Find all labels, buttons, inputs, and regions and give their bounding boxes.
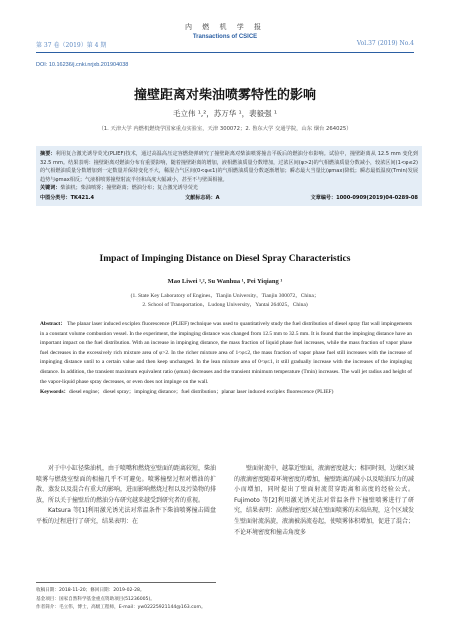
classification-row [40,194,418,203]
affiliation-en [0,292,450,310]
journal-name-en: Transactions of CSICE [192,34,258,40]
abstract-cn [40,150,418,184]
clc-number: 中图分类号：TK421.4 [40,194,95,201]
abstract-cn-label: 摘要： [40,151,56,157]
footnote-received: 收稿日期：2018-11-20；修回日期：2019-02-28。 [36,588,145,593]
footnote [36,582,216,613]
abstract-cn-box [36,146,422,206]
affiliation-en-line: (1. State Key Laboratory of Engines，Tianjin University，Tianjin 300072，China； [130,293,320,299]
keywords-en-label: Keywords： [40,389,69,396]
abstract-en-label: Abstract： [40,321,66,327]
body-paragraph: 壁面射流中，越靠近壁面，液滴密度越大；相同时刻，边缘区域的液滴密度随着环境密度的增加，撞壁距离的减小以及喷油压力的减小而增加，同时提出了壁面射流贯穿距离和高度的经验公式。Fujimoto 等[2]利用激光诱光法对常温条件下撞壁喷雾进行了研究，结果表明：高燃油密度区域在壁面喷雾的末端出现，这个区域发生壁面射流涡旋，液滴被涡流卷起，使喷雾体积增加，促进了混合；不论环境密度和撞击角度多 [234,465,415,536]
keywords-cn-label: 关键词： [40,185,61,192]
footnote-author: 作者简介：毛立伟，博士，高级工程师，E-mail：yw02225921144@163.com。 [36,605,206,611]
volume-issue-cn: 第 37 卷（2019）第 4 期 [36,42,107,49]
header-rule [36,52,414,53]
keywords-en-text: diesel engine；diesel spray；impinging distance；fuel distribution；planar laser induced exciplex fluorescence (PLIEF) [69,389,334,396]
affiliation-cn: （1. 天津大学 内燃机燃烧学国家重点实验室，天津 300072；2. 鲁东大学 交通学院，山东 烟台 264025） [98,126,352,132]
body-paragraph: 对于中小缸径柴油机，由于喷嘴和燃烧室壁面的距离较短，柴油喷雾与燃烧室壁面的相撞几乎不可避免。喷雾撞壁过程对燃油的扩散、蒸发以及混合有重大的影响，进而影响燃烧过程以及污染物的排放，所以关于撞壁后的燃油分布研究越来越受到研究者的重视。 [36,465,217,504]
journal-header [36,14,414,54]
keywords-cn [40,184,418,193]
article-number: 文章编号：1000-0909(2019)04-0289-08 [310,194,418,201]
body-column-left [36,464,216,528]
abstract-en-block [40,320,412,398]
keywords-cn-text: 柴油机；柴油喷雾；撞壁距离；燃油分布；复合激光诱导荧光 [60,185,198,192]
authors-en: Mao Liwei ¹,², Su Wanhua ¹, Pei Yiqiang ¹ [167,278,283,285]
abstract-cn-text: 利用复合激光诱导荧光(PLIEF)技术，通过高温高压定容燃烧弹研究了撞壁距离对柴油喷雾撞击平板后的燃油分布影响。试验中，撞壁距离从 12.5 mm 变化到 32.5 mm。结果表明：撞壁距离对燃油分布有重要影响，随着撞壁距离的增加，液相燃油质量分数增加，过浓区间(φ>2)的气相燃油质量分数减小，较浓区间(1<φ≤2)的气相燃油质量分数增加到一定数量并保持变化不大，稀混合气区间(0<φ≤1)的气相燃油质量分数逐渐增加；瞬态最大当量比(φmax)降低；瞬态最低温度(Tmin)发展趋势与φmax相反；气液相喷雾撞壁射流半径和高度大幅减小，甚至不与壁面相撞。 [40,151,418,183]
abstract-en-text: The planar laser induced exciplex fluorescence (PLIEF) technique was used to quantitatively study the fuel distribution of diesel spray flat wall impingements in a constant volume combustion vessel. In the experiment, the impinging distance was changed from 12.5 mm to 32.5 mm. It is found that the impinging distance have an important impact on the fuel distribution. With an increase in impinging distance, the mass fraction of liquid phase fuel increases, while the mass fraction of vapor phase fuel decreases in the excessively rich mixture area of φ>2. In the richer mixture area of 1<φ≤2, the mass fraction of vapor phase fuel still increases with the increase of impinging distance until to a certain value and then keep unchanged. In the lean mixture area of 0<φ≤1, it still gradually increase with the increases of the impinging distance. In addition, the transient maximum equivalent ratio (φmax) decreases and the transient minimum temperature (Tmin) increases. The wall jet radius and height of the vapor-liquid phase spray decreases, or even does not impinge on the wall. [40,321,413,385]
keywords-en [40,388,412,398]
journal-name-cn: 内 燃 机 学 报 [185,23,265,31]
title-en: Impact of Impinging Distance on Diesel Spray Characteristics [99,254,351,264]
journal-name [36,22,414,40]
body-column-right [234,464,414,538]
body-paragraph: Katsura 等[1]利用激光诱光法对常温条件下柴油喷雾撞击圆盘平板的过程进行了研究，结果表明：在 [36,507,216,525]
title-cn: 撞壁距离对柴油喷雾特性的影响 [133,88,316,103]
authors-cn: 毛立伟 ¹,²，苏万华 ¹，裴毅强 ¹ [172,109,278,118]
affiliation-en-line: 2. School of Transportation，Ludong University，Yantai 264025，China) [142,302,308,308]
abstract-en [40,320,412,387]
document-code: 文献标志码：A [185,194,220,201]
footnote-fund: 基金项目：国家自然科学基金重点资助项目(51236005)。 [36,596,155,602]
volume-issue-en: Vol.37 (2019) No.4 [356,40,414,47]
doi-link[interactable]: DOI: 10.16236/j.cnki.nrjxb.201904038 [36,62,129,68]
